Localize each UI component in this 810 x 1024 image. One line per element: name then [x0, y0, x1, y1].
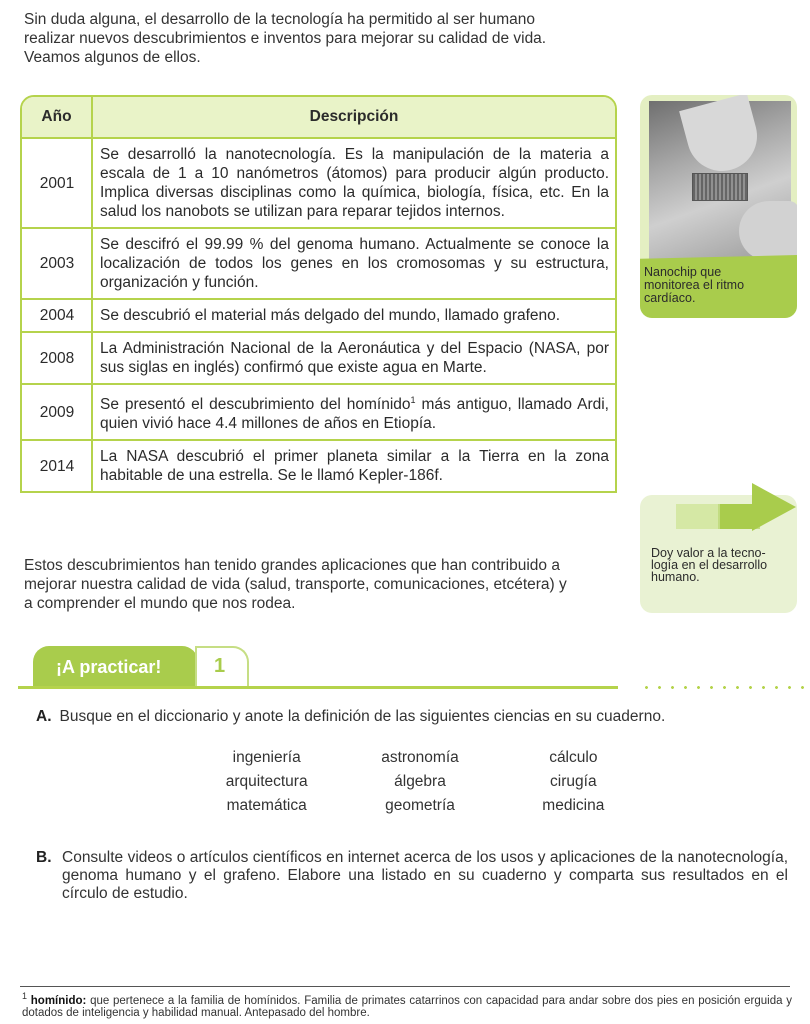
- gloved-finger-image: [679, 95, 765, 179]
- outro-line: a comprender el mundo que nos rodea.: [24, 595, 296, 612]
- description-cell: Se descifró el 99.99 % del genoma humano. Actualmente se conoce la localización de todos los genes en los cromosomas y su estructura, organización y función.: [92, 228, 615, 299]
- table-row: [22, 138, 615, 228]
- table-row: [22, 440, 615, 491]
- table-row: [22, 228, 615, 299]
- exercise-label: B.: [36, 849, 52, 866]
- exercise-text: Busque en el diccionario y anote la definición de las siguientes ciencias en su cuaderno.: [59, 708, 666, 725]
- value-line: humano.: [651, 570, 700, 584]
- year-cell: 2003: [22, 228, 92, 299]
- science-item: ingeniería: [232, 749, 301, 766]
- footnote-divider: [20, 986, 790, 987]
- science-item: arquitectura: [225, 773, 308, 790]
- exercise-a: [36, 708, 665, 726]
- footnote-reference[interactable]: 1: [410, 395, 416, 405]
- footnote: [22, 990, 792, 1019]
- table-row: [22, 332, 615, 384]
- description-cell: [92, 384, 615, 440]
- photo-caption: [644, 266, 794, 305]
- intro-line: Sin duda alguna, el desarrollo de la tecnología ha permitido al ser humano: [24, 11, 535, 28]
- description-cell: Se desarrolló la nanotecnología. Es la manipulación de la materia a escala de 1 a 10 nanómetros (átomos) para producir algún producto. Implica diversas disciplinas como la química, biología, física, etc. En la salud los nanobots se utilizan para reparar tejidos internos.: [100, 146, 609, 220]
- table-row: [22, 384, 615, 440]
- outro-paragraph: [24, 556, 614, 613]
- table-row: [22, 299, 615, 332]
- description-cell: La Administración Nacional de la Aeronáutica y del Espacio (NASA, por sus siglas en inglés) confirmó que existe agua en Marte.: [92, 332, 615, 384]
- exercise-text: Consulte videos o artículos científicos en internet acerca de los usos y aplicaciones de la nanotecnología, genoma humano y el grafeno. Elabore una listado en su cuaderno y comparta sus resultados en el círculo de estudio.: [62, 849, 788, 902]
- outro-line: Estos descubrimientos han tenido grandes aplicaciones que han contribuido a: [24, 557, 560, 574]
- science-item: astronomía: [381, 749, 459, 766]
- table-header-row: [22, 97, 615, 138]
- value-statement: [651, 547, 801, 583]
- science-item: medicina: [542, 797, 605, 814]
- exercise-label: A.: [36, 708, 52, 725]
- year-cell: 2014: [22, 440, 92, 491]
- nanochip-photo: [649, 101, 791, 261]
- nanochip-photo-card: [640, 95, 797, 318]
- intro-line: Veamos algunos de ellos.: [24, 49, 201, 66]
- caption-line: monitorea el ritmo: [644, 278, 745, 292]
- year-cell: 2008: [22, 332, 92, 384]
- year-cell: 2009: [22, 384, 92, 440]
- exercise-b: [36, 849, 788, 903]
- dotted-divider: [640, 686, 805, 689]
- year-cell: 2001: [22, 138, 92, 228]
- caption-line: Nanochip que: [644, 265, 722, 279]
- science-item: álgebra: [394, 773, 446, 790]
- discoveries-table: [20, 95, 617, 493]
- value-line: Doy valor a la tecno-: [651, 546, 766, 560]
- arrow-stripe: [676, 504, 718, 529]
- section-divider: [18, 686, 618, 689]
- value-line: logía en el desarrollo: [651, 558, 768, 572]
- science-item: matemática: [226, 797, 307, 814]
- outro-line: mejorar nuestra calidad de vida (salud, transporte, comunicaciones, etcétera) y: [24, 576, 567, 593]
- caption-line: cardíaco.: [644, 291, 696, 305]
- sciences-list: [190, 748, 650, 816]
- practice-title: ¡A practicar!: [56, 657, 162, 677]
- year-header: Año: [22, 97, 92, 138]
- year-cell: 2004: [22, 299, 92, 332]
- nanochip-image: [692, 173, 748, 201]
- footnote-term: homínido:: [30, 994, 87, 1007]
- intro-line: realizar nuevos descubrimientos e inventos para mejorar su calidad de vida.: [24, 30, 547, 47]
- description-text: más antiguo, llamado Ardi, quien vivió hace 4.4 millones de años en Etiopía.: [100, 396, 609, 433]
- science-item: cirugía: [550, 773, 597, 790]
- practice-number: 1: [214, 655, 226, 677]
- arrow-right-icon-shaft: [720, 504, 754, 529]
- gloved-finger-image: [739, 201, 797, 261]
- description-header: Descripción: [92, 97, 615, 138]
- science-item: geometría: [385, 797, 455, 814]
- description-cell: La NASA descubrió el primer planeta similar a la Tierra en la zona habitable de una estrella. Se le llamó Kepler-186f.: [92, 440, 615, 491]
- intro-paragraph: [24, 10, 624, 67]
- arrow-right-icon: [752, 483, 796, 531]
- footnote-mark: 1: [22, 991, 28, 1001]
- footnote-text: que pertenece a la familia de homínidos. Familia de primates catarrinos con capacidad para andar sobre dos pies en posición erguida y dotados de inteligencia y habilidad manual. Antepasado del hombre.: [22, 994, 792, 1019]
- description-text: Se presentó el descubrimiento del homínido: [100, 396, 411, 414]
- description-cell: Se descubrió el material más delgado del mundo, llamado grafeno.: [92, 299, 615, 332]
- science-item: cálculo: [549, 749, 598, 766]
